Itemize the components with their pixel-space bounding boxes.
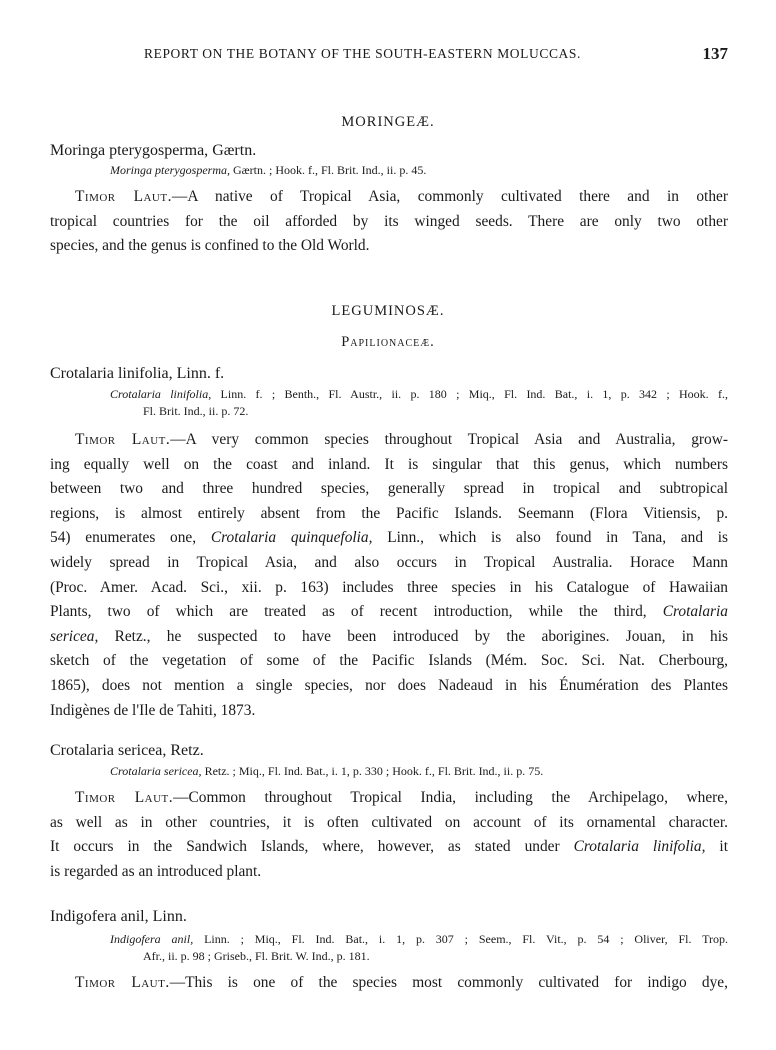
- italic-name: sericea,: [50, 627, 99, 645]
- page-number: 137: [702, 44, 728, 63]
- species-heading-indigofera-anil: [50, 908, 187, 926]
- text-line: widely spread in Tropical Asia, and also occurs in Tropical Australia. Horace Mann: [50, 553, 728, 571]
- reference-crotalaria-sericea: [110, 763, 728, 780]
- ref-text: Retz. ; Miq., Fl. Ind. Bat., i. 1, p. 330 ; Hook. f., Fl. Brit. Ind., ii. p. 75.: [201, 764, 544, 778]
- ref-italic: Crotalaria sericea,: [110, 764, 202, 778]
- species-author: Retz.: [170, 742, 204, 759]
- italic-name: Crotalaria quinquefolia,: [210, 529, 373, 547]
- ref-italic: Crotalaria linifolia,: [110, 387, 212, 401]
- text-line: as well as in other countries, it is often cultivated on account of its ornamental character.: [50, 813, 728, 831]
- text-line: Retz., he suspected to have been introduced by the aborigines. Jouan, in his: [98, 627, 728, 645]
- paragraph-crotalaria-linifolia: [50, 428, 728, 723]
- species-name: Indigofera anil,: [50, 908, 153, 925]
- text-line: Linn., which is also found in Tana, and is: [372, 529, 728, 547]
- text-line: (Proc. Amer. Acad. Sci., xii. p. 163) includes three species in his Catalogue of Hawaiian: [50, 578, 728, 596]
- species-heading-crotalaria-linifolia: [50, 365, 224, 383]
- ref-text: Fl. Brit. Ind., ii. p. 72.: [143, 404, 249, 418]
- text-line: It occurs in the Sandwich Islands, where, however, as stated under: [50, 838, 574, 856]
- text-line: —A native of Tropical Asia, commonly cultivated there and in other: [171, 188, 728, 205]
- text-line: ing equally well on the coast and inland. It is singular that this genus, which numbers: [50, 455, 728, 473]
- locality: Timor Laut.: [75, 431, 171, 448]
- text-line: 1865), does not mention a single species, nor does Nadeaud in his Énumération des Plantes: [50, 676, 728, 694]
- text-line: tropical countries for the oil afforded by its winged seeds. There are only two other: [50, 212, 728, 230]
- text-line: it: [705, 838, 728, 856]
- text-line: is regarded as an introduced plant.: [50, 862, 262, 880]
- paragraph-crotalaria-sericea: [50, 786, 728, 884]
- locality: Timor Laut.: [75, 974, 170, 991]
- text-line: —This is one of the species most commonly cultivated for indigo dye,: [169, 974, 728, 991]
- species-heading-crotalaria-sericea: [50, 742, 204, 760]
- family-heading-leguminosae: LEGUMINOSÆ.: [331, 303, 445, 319]
- text-line: Indigènes de l'Ile de Tahiti, 1873.: [50, 701, 256, 719]
- species-author: Gærtn.: [212, 142, 257, 159]
- running-title: REPORT ON THE BOTANY OF THE SOUTH-EASTERN MOLUCCAS.: [144, 46, 581, 61]
- ref-italic: Indigofera anil,: [110, 932, 194, 946]
- ref-text: Linn. ; Miq., Fl. Ind. Bat., i. 1, p. 307 ; Seem., Fl. Vit., p. 54 ; Oliver, Fl. Trop.: [193, 932, 729, 946]
- locality: Timor Laut.: [75, 188, 172, 205]
- species-name: Crotalaria linifolia,: [50, 365, 177, 382]
- italic-name: Crotalaria linifolia,: [573, 838, 706, 856]
- species-heading-moringa: [50, 142, 256, 160]
- paragraph-moringa: [50, 185, 728, 259]
- italic-name: Crotalaria: [662, 603, 728, 621]
- paragraph-indigofera-anil: [50, 971, 728, 996]
- text-line: —Common throughout Tropical India, including the Archipelago, where,: [173, 789, 728, 806]
- ref-text: Afr., ii. p. 98 ; Griseb., Fl. Brit. W. Ind., p. 181.: [143, 949, 370, 963]
- species-name: Moringa pterygosperma,: [50, 142, 213, 159]
- text-line: species, and the genus is confined to the Old World.: [50, 237, 370, 255]
- species-author: Linn.: [152, 908, 187, 925]
- ref-text: Linn. f. ; Benth., Fl. Austr., ii. p. 180 ; Miq., Fl. Ind. Bat., i. 1, p. 342 ; Hook. f.,: [211, 387, 729, 401]
- species-author: Linn. f.: [176, 365, 225, 382]
- text-line: Plants, two of which are treated as of recent introduction, while the third,: [50, 603, 663, 621]
- text-line: between two and three hundred species, generally spread in tropical and subtropical: [50, 480, 728, 498]
- reference-moringa: [110, 162, 728, 179]
- text-line: —A very common species throughout Tropical Asia and Australia, grow-: [170, 431, 728, 448]
- ref-text: Gærtn. ; Hook. f., Fl. Brit. Ind., ii. p. 45.: [230, 163, 427, 177]
- reference-crotalaria-linifolia: [110, 386, 728, 420]
- text-line: regions, is almost entirely absent from the Pacific Islands. Seemann (Flora Vitiensis, p.: [50, 504, 728, 522]
- locality: Timor Laut.: [75, 789, 174, 806]
- species-name: Crotalaria sericea,: [50, 742, 171, 759]
- reference-indigofera-anil: [110, 931, 728, 965]
- ref-italic: Moringa pterygosperma,: [110, 163, 230, 177]
- text-line: 54) enumerates one,: [50, 529, 211, 547]
- text-line: sketch of the vegetation of some of the Pacific Islands (Mém. Soc. Sci. Nat. Cherbourg,: [50, 652, 728, 670]
- family-heading-moringeae: MORINGEÆ.: [341, 114, 435, 130]
- subfamily-heading-papilionaceae: Papilionaceæ.: [341, 334, 435, 350]
- page-header: [48, 44, 728, 66]
